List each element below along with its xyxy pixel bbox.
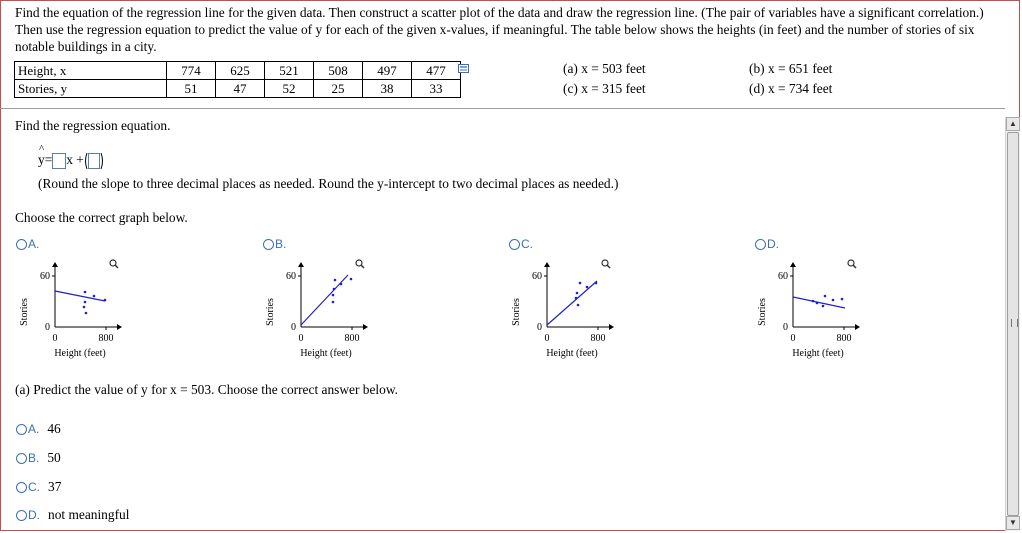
data-point bbox=[85, 312, 88, 315]
slope-input[interactable] bbox=[52, 153, 66, 169]
y-axis-arrow bbox=[544, 262, 550, 267]
data-point bbox=[579, 282, 582, 285]
y-tick-label: 0 bbox=[291, 322, 296, 333]
row-label-stories: Stories, y bbox=[15, 80, 167, 98]
regression-line bbox=[547, 281, 597, 325]
y-symbol: y bbox=[38, 152, 45, 168]
x-tick-label: 0 bbox=[298, 333, 304, 344]
radio-icon[interactable] bbox=[16, 239, 27, 250]
data-point bbox=[577, 304, 580, 307]
section-divider bbox=[0, 108, 1005, 109]
regression-line bbox=[55, 291, 105, 301]
xvalue-d: (d) x = 734 feet bbox=[749, 81, 833, 96]
y-axis-arrow bbox=[298, 262, 304, 267]
xvalue-b: (b) x = 651 feet bbox=[749, 61, 833, 76]
xvalue-c: (c) x = 315 feet bbox=[563, 81, 646, 96]
data-point bbox=[332, 294, 335, 297]
x-axis-label: Height (feet) bbox=[300, 348, 352, 359]
y-axis-label: Stories bbox=[757, 298, 768, 326]
regression-line bbox=[301, 275, 348, 325]
scroll-down-button[interactable]: ▼ bbox=[1006, 516, 1020, 530]
data-point bbox=[575, 297, 578, 300]
radio-icon[interactable] bbox=[16, 453, 27, 464]
radio-icon[interactable] bbox=[16, 510, 27, 521]
x-tick-label: 800 bbox=[590, 333, 606, 344]
y-tick-label: 60 bbox=[286, 271, 296, 282]
data-point bbox=[824, 295, 827, 298]
choose-graph-text: Choose the correct graph below. bbox=[15, 210, 188, 225]
find-regression-text: Find the regression equation. bbox=[15, 118, 171, 133]
regression-line bbox=[793, 297, 845, 308]
zoom-icon[interactable] bbox=[848, 260, 856, 268]
data-table bbox=[14, 61, 461, 98]
y-tick-label: 0 bbox=[45, 322, 50, 333]
y-tick-label: 0 bbox=[537, 322, 542, 333]
scroll-thumb[interactable] bbox=[1007, 132, 1019, 516]
table-row-stories bbox=[15, 80, 461, 98]
data-point bbox=[332, 301, 335, 304]
x-axis-arrow bbox=[363, 324, 368, 330]
answer-option-b[interactable]: B. 50 bbox=[16, 450, 61, 466]
x-plus-text: x + bbox=[66, 152, 84, 168]
x-tick-label: 800 bbox=[344, 333, 360, 344]
data-point bbox=[350, 278, 353, 281]
copy-table-icon[interactable] bbox=[458, 64, 469, 73]
data-point bbox=[104, 299, 107, 302]
round-note: (Round the slope to three decimal places as needed. Round the y-intercept to two decimal places as needed.) bbox=[38, 176, 619, 191]
x-axis-arrow bbox=[855, 324, 860, 330]
stories-cell: 47 bbox=[216, 80, 265, 98]
graph-option-a[interactable]: A. bbox=[16, 237, 39, 251]
graph-a[interactable] bbox=[15, 254, 140, 364]
answer-option-a[interactable]: A. 46 bbox=[16, 421, 61, 437]
x-tick-label: 0 bbox=[544, 333, 550, 344]
y-tick-label: 60 bbox=[778, 271, 788, 282]
height-cell: 477 bbox=[412, 62, 461, 80]
data-point bbox=[586, 286, 589, 289]
data-point bbox=[816, 302, 819, 305]
data-point bbox=[595, 282, 598, 285]
x-tick-label: 800 bbox=[836, 333, 852, 344]
radio-icon[interactable] bbox=[263, 239, 274, 250]
intro-text: Find the equation of the regression line for the given data. Then construct a scatter plot of the data and draw the regression line. (The pair of variables have a significant correlation.) Then use the regression equation to predict the value of y for each of the given x-values, if meaningful. The table below shows the heights (in feet) and the number of stories of six notable buildings in a city. bbox=[15, 5, 984, 54]
stories-cell: 33 bbox=[412, 80, 461, 98]
zoom-icon[interactable] bbox=[356, 260, 364, 268]
x-axis-label: Height (feet) bbox=[54, 348, 106, 359]
graph-b[interactable] bbox=[261, 254, 386, 364]
stories-cell: 25 bbox=[314, 80, 363, 98]
y-tick-label: 60 bbox=[532, 271, 542, 282]
x-axis-label: Height (feet) bbox=[546, 348, 598, 359]
data-point bbox=[93, 295, 96, 298]
intercept-input[interactable] bbox=[88, 153, 100, 169]
x-axis-label: Height (feet) bbox=[792, 348, 844, 359]
height-cell: 774 bbox=[167, 62, 216, 80]
data-point bbox=[83, 306, 86, 309]
regression-equation bbox=[38, 143, 104, 170]
data-point bbox=[822, 305, 825, 308]
graph-option-b[interactable]: B. bbox=[263, 237, 286, 251]
intercept-input-group bbox=[84, 152, 104, 170]
data-point bbox=[841, 298, 844, 301]
zoom-icon[interactable] bbox=[110, 260, 118, 268]
x-axis-arrow bbox=[117, 324, 122, 330]
data-point bbox=[832, 299, 835, 302]
radio-icon[interactable] bbox=[16, 424, 27, 435]
answer-option-c[interactable]: C. 37 bbox=[16, 479, 61, 495]
zoom-icon[interactable] bbox=[602, 260, 610, 268]
table-row-height bbox=[15, 62, 461, 80]
radio-icon[interactable] bbox=[509, 239, 520, 250]
graph-d[interactable] bbox=[753, 254, 878, 364]
hat-symbol: ^ bbox=[39, 143, 45, 156]
y-axis-arrow bbox=[52, 262, 58, 267]
vertical-scrollbar[interactable] bbox=[1005, 117, 1020, 531]
x-tick-label: 0 bbox=[790, 333, 796, 344]
height-cell: 625 bbox=[216, 62, 265, 80]
height-cell: 508 bbox=[314, 62, 363, 80]
question-a-text: (a) Predict the value of y for x = 503. Choose the correct answer below. bbox=[15, 382, 398, 397]
equals-sign: = bbox=[44, 152, 53, 168]
x-tick-label: 800 bbox=[98, 333, 114, 344]
graph-option-c[interactable]: C. bbox=[509, 237, 533, 251]
row-label-height: Height, x bbox=[15, 62, 167, 80]
data-point bbox=[84, 291, 87, 294]
data-point bbox=[334, 279, 337, 282]
y-axis-arrow bbox=[790, 262, 796, 267]
data-point bbox=[84, 301, 87, 304]
x-tick-label: 0 bbox=[52, 333, 58, 344]
graph-c[interactable] bbox=[507, 254, 632, 364]
scroll-up-button[interactable]: ▲ bbox=[1006, 117, 1020, 131]
answer-option-d[interactable]: D. not meaningful bbox=[16, 507, 129, 523]
grip-icon bbox=[1011, 319, 1018, 327]
y-axis-label: Stories bbox=[511, 298, 522, 326]
data-point bbox=[333, 288, 336, 291]
y-hat bbox=[38, 143, 45, 168]
xvalue-a: (a) x = 503 feet bbox=[563, 61, 646, 76]
stories-cell: 52 bbox=[265, 80, 314, 98]
stories-cell: 51 bbox=[167, 80, 216, 98]
data-point bbox=[812, 300, 815, 303]
radio-icon[interactable] bbox=[755, 239, 766, 250]
radio-icon[interactable] bbox=[16, 482, 27, 493]
height-cell: 497 bbox=[363, 62, 412, 80]
data-point bbox=[576, 292, 579, 295]
y-axis-label: Stories bbox=[265, 298, 276, 326]
graph-option-d[interactable]: D. bbox=[755, 237, 779, 251]
y-axis-label: Stories bbox=[19, 298, 30, 326]
x-axis-arrow bbox=[609, 324, 614, 330]
stories-cell: 38 bbox=[363, 80, 412, 98]
height-cell: 521 bbox=[265, 62, 314, 80]
y-tick-label: 60 bbox=[40, 271, 50, 282]
y-tick-label: 0 bbox=[783, 322, 788, 333]
data-point bbox=[340, 283, 343, 286]
